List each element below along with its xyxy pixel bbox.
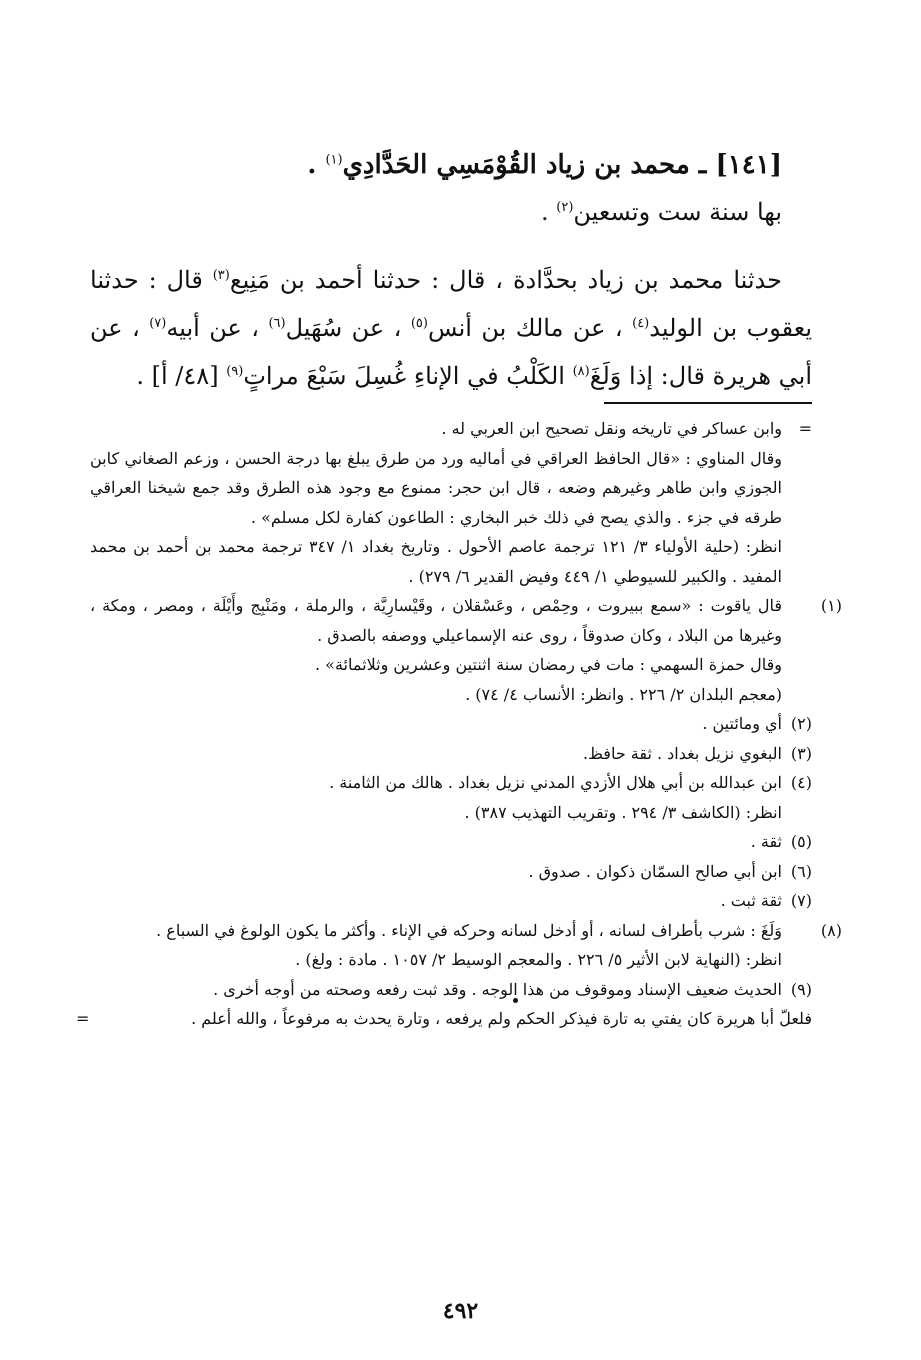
footnote-ref-4: (٤): [632, 316, 650, 331]
hadith-text-c: ، عن مالك بن أنس: [427, 314, 633, 342]
footnote-number: (٨): [820, 920, 842, 940]
continuation-1-text: وابن عساكر في تاريخه ونقل تصحيح ابن العربي له .: [441, 419, 782, 438]
footnote-6-text: ابن أبي صالح السمّان ذكوان . صدوق .: [528, 861, 782, 881]
footnote-number: (٥): [790, 832, 812, 851]
page-number: ٤٩٢: [442, 1298, 479, 1324]
footnote-ref-6: (٦): [268, 316, 286, 331]
footnote-number: (١): [820, 596, 842, 615]
footnote-ref-9: (٩): [226, 364, 244, 379]
footnote-6: [90, 857, 812, 887]
footnote-1-text-b: وقال حمزة السهمي : مات في رمضان سنة اثنتين وعشرين وثلاثمائة» .: [315, 655, 782, 674]
heading-end: .: [307, 150, 326, 180]
footnote-5: [90, 827, 812, 857]
hadith-text-h: [٤٨/ أ] .: [136, 362, 227, 390]
continuation-3-text: انظر: (حلية الأولياء ٣/ ١٢١ ترجمة عاصم الأحول . وتاريخ بغداد ١/ ٣٤٧ ترجمة محمد بن أحمد بن محمد المفيد . والكبير للسيوطي ١/ ٤٤٩ وفيض القدير ٦/ ٢٧٩) .: [90, 537, 782, 586]
footnote-4-line-2: [90, 798, 812, 828]
continuation-marker: =: [798, 419, 812, 438]
hadith-text-f: ، عن أبي هريرة قال: إذا وَلَغَ: [90, 314, 812, 390]
hadith-text-g: الكَلْبُ في الإناءِ غُسِلَ سَبْعَ مراتٍ: [243, 362, 573, 390]
footnote-1-text: قال ياقوت : «سمع ببيروت ، وحِمْص ، وعَسْقلان ، وقَيْسارِيَّة ، والرملة ، ومَنْبِج وأَيْلَة ، ومصر ، ومكة ، وغيرها من البلاد ، وكان صدوقاً ، روى عنه الإسماعيلي ووصفه بالصدق .: [90, 596, 782, 645]
footnote-ref-8: (٨): [572, 364, 590, 379]
continues-next-page-marker: =: [76, 1009, 90, 1028]
footnote-9-text: الحديث ضعيف الإسناد وموقوف من هذا الوجه . وقد ثبت رفعه وصحته من أوجه أخرى .: [213, 979, 782, 999]
hadith-text-a: حدثنا محمد بن زياد بحدَّادة ، قال : حدثنا أحمد بن مَنِيع: [229, 266, 782, 294]
footnote-ref-3: (٣): [212, 268, 230, 283]
entry-heading: [90, 150, 812, 180]
hadith-paragraph: [90, 254, 812, 398]
footnotes: [76, 414, 842, 1034]
footnote-3: [90, 739, 812, 769]
footnote-number: (٩): [790, 979, 812, 999]
footnote-number: (٣): [790, 743, 812, 763]
ink-dot: [513, 998, 518, 1003]
footnote-3-text: البغوي نزيل بغداد . ثقة حافظ.: [583, 743, 782, 763]
footnote-number: (٧): [790, 891, 812, 910]
footnote-8-line-2: [90, 945, 812, 975]
footnote-9-line-2: [76, 1004, 812, 1034]
footnote-continuation-3: [90, 532, 812, 591]
hadith-text-d: ، عن سُهَيل: [285, 314, 411, 342]
footnote-7: [90, 886, 812, 916]
footnote-separator: [604, 402, 812, 404]
footnote-continuation-1: [90, 414, 812, 444]
footnote-4-text-b: انظر: (الكاشف ٣/ ٢٩٤ . وتقريب التهذيب ٣٨٧) .: [464, 802, 782, 822]
footnote-9-text-b: فلعلّ أبا هريرة كان يفتي به تارة فيذكر الحكم ولم يرفعه ، وتارة يحدث به مرفوعاً ، والله أعلم .: [191, 1009, 812, 1028]
footnote-continuation-2: [90, 444, 812, 533]
footnote-ref-5: (٥): [410, 316, 428, 331]
footnote-1-text-c: (معجم البلدان ٢/ ٢٢٦ . وانظر: الأنساب ٤/ ٧٤) .: [465, 684, 782, 704]
footnote-number: (٤): [790, 773, 812, 792]
hadith-text-e: ، عن أبيه: [166, 314, 269, 342]
continuation-2-text: وقال المناوي : «قال الحافظ العراقي في أماليه ورد من طرق يبلغ بها درجة الحسن ، وزعم الصغاني كابن الجوزي وابن طاهر وغيرهم وضعه ، قال ابن حجر: ممنوع مع وجود هذه الطرق وقد جمع شيخنا العراقي طرقه في جزء . والذي يصح في ذلك خبر البخاري : الطاعون كفارة لكل مسلم» .: [90, 448, 782, 527]
entry-line-1: [90, 198, 812, 226]
footnote-2: [90, 709, 812, 739]
footnote-7-text: ثقة ثبت .: [720, 891, 782, 910]
footnote-4-text: ابن عبدالله بن أبي هلال الأزدي المدني نزيل بغداد . هالك من الثامنة .: [329, 773, 782, 792]
footnote-9: [90, 975, 812, 1005]
footnote-number: (٦): [790, 861, 812, 881]
entry-heading-text: [١٤١] ـ محمد بن زياد القُوْمَسِي الحَدَّادِي: [342, 150, 782, 180]
footnote-2-text: أي ومائتين .: [702, 714, 782, 733]
footnote-1-line-2: [90, 650, 812, 680]
footnote-5-text: ثقة .: [750, 832, 782, 851]
footnote-8-text: وَلَغَ : شرب بأطراف لسانه ، أو أدخل لسانه وحركه في الإناء . وأكثر ما يكون الولوغ في السباع .: [156, 920, 782, 940]
line-1-end: .: [540, 198, 557, 226]
footnote-number: (٢): [790, 714, 812, 733]
footnote-ref-2: (٢): [556, 200, 574, 215]
footnote-1: [90, 591, 842, 650]
footnote-ref-7: (٧): [149, 316, 167, 331]
footnote-ref-1: (١): [325, 152, 343, 168]
footnote-8-text-b: انظر: (النهاية لابن الأثير ٥/ ٢٢٦ . والمعجم الوسيط ٢/ ١٠٥٧ . مادة : ولغ) .: [295, 950, 782, 969]
footnote-4: [90, 768, 812, 798]
entry-line-1-text: بها سنة ست وتسعين: [573, 198, 782, 226]
footnote-8: [90, 916, 842, 946]
hadith-text-b: قال : حدثنا يعقوب بن الوليد: [90, 266, 812, 342]
footnote-1-line-3: [90, 680, 812, 710]
page-body: [76, 150, 842, 1034]
